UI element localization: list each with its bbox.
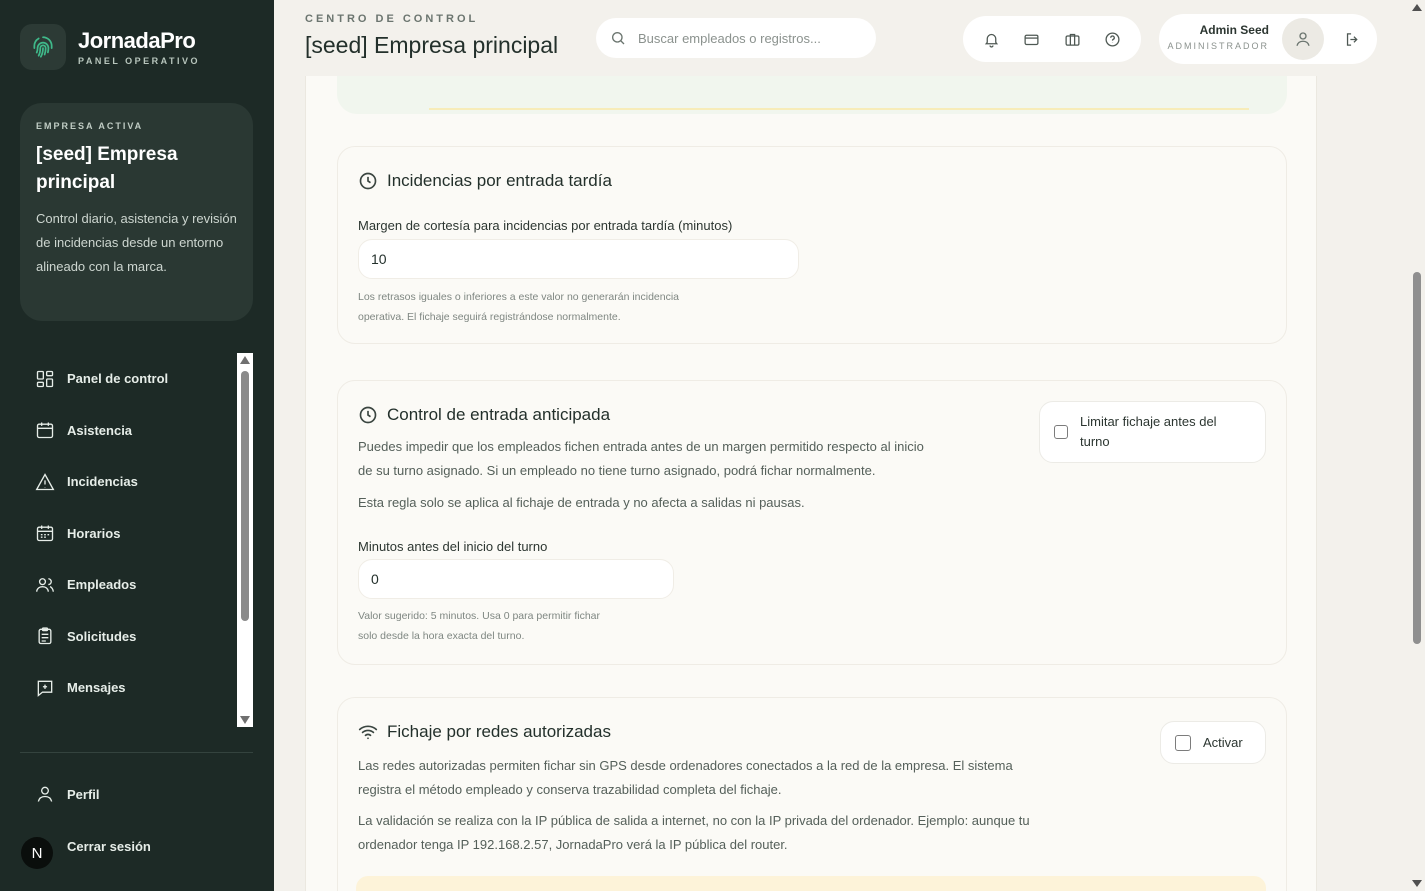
brand[interactable] bbox=[20, 24, 200, 70]
sidebar-nav bbox=[20, 353, 254, 727]
billing-button[interactable] bbox=[1017, 24, 1047, 54]
networks-ip-note bbox=[358, 809, 1030, 857]
help-icon bbox=[1104, 31, 1121, 48]
early-entry-section bbox=[337, 380, 1287, 665]
brand-name: JornadaPro bbox=[78, 28, 196, 53]
help-line: Los retrasos iguales o inferiores a este valor no generarán incidencia bbox=[358, 291, 680, 303]
page-title: [seed] Empresa principal bbox=[305, 32, 559, 58]
description-line: registra el método empleado y conserva trazabilidad completa del fichaje. bbox=[358, 782, 782, 797]
late-entry-section bbox=[337, 146, 1287, 344]
sidebar-item-mensajes[interactable] bbox=[20, 662, 254, 714]
limit-early-entry-toggle[interactable] bbox=[1039, 401, 1266, 463]
help-button[interactable] bbox=[1098, 24, 1128, 54]
description-line: ordenador tenga IP 192.168.2.57, JornadaPro verá la IP pública del router. bbox=[358, 837, 788, 852]
sidebar-item-horarios[interactable] bbox=[20, 508, 254, 560]
sidebar-item-perfil[interactable] bbox=[20, 774, 253, 814]
sidebar-item-label: Solicitudes bbox=[67, 628, 137, 644]
schedule-icon bbox=[35, 523, 55, 543]
topbar bbox=[274, 0, 1425, 76]
header-eyebrow: CENTRO DE CONTROL bbox=[305, 13, 479, 25]
active-company-card bbox=[20, 103, 253, 321]
sidebar-item-solicitudes[interactable] bbox=[20, 611, 254, 663]
user-role: ADMINISTRADOR bbox=[1167, 41, 1269, 51]
late-margin-label: Margen de cortesía para incidencias por entrada tardía (minutos) bbox=[358, 218, 733, 233]
early-minutes-input[interactable] bbox=[358, 559, 674, 599]
logout-icon bbox=[1344, 31, 1361, 48]
company-button[interactable] bbox=[1057, 24, 1087, 54]
user-menu[interactable] bbox=[1159, 14, 1377, 64]
logout-button[interactable] bbox=[1339, 26, 1365, 52]
company-name: [seed] Empresa principal bbox=[36, 144, 178, 193]
late-margin-input[interactable] bbox=[358, 239, 799, 279]
activate-networks-toggle[interactable] bbox=[1160, 721, 1266, 764]
section-title bbox=[358, 171, 612, 191]
company-eyebrow: EMPRESA ACTIVA bbox=[36, 121, 144, 131]
sidebar-item-empleados[interactable] bbox=[20, 559, 254, 611]
sidebar-item-label: Panel de control bbox=[67, 371, 169, 387]
brand-subtitle: PANEL OPERATIVO bbox=[78, 56, 201, 66]
help-line: solo desde la hora exacta del turno. bbox=[358, 630, 525, 642]
activate-networks-checkbox[interactable] bbox=[1175, 735, 1191, 751]
users-icon bbox=[35, 575, 55, 595]
wifi-icon bbox=[358, 722, 378, 742]
sidebar-item-label: Cerrar sesión bbox=[67, 838, 151, 854]
sidebar bbox=[0, 0, 274, 891]
bell-icon bbox=[983, 31, 1000, 48]
scroll-down-arrow-icon[interactable] bbox=[1412, 880, 1422, 887]
section-title-text: Control de entrada anticipada bbox=[387, 405, 611, 424]
calendar-icon bbox=[35, 420, 55, 440]
user-icon bbox=[35, 784, 55, 804]
checkbox-label-line: turno bbox=[1080, 434, 1110, 449]
sidebar-item-label: Mensajes bbox=[67, 680, 126, 696]
scroll-up-arrow-icon[interactable] bbox=[1412, 4, 1422, 11]
sidebar-item-cerrar-sesion[interactable] bbox=[20, 826, 253, 866]
description-line: Puedes impedir que los empleados fichen entrada antes de un margen permitido respecto al inicio bbox=[358, 439, 924, 454]
activate-networks-label: Activar bbox=[1203, 734, 1243, 750]
section-title-text: Incidencias por entrada tardía bbox=[387, 171, 612, 190]
user-icon bbox=[1294, 30, 1312, 48]
previous-section-notice bbox=[429, 108, 1249, 110]
limit-early-entry-label bbox=[1080, 412, 1217, 452]
card-icon bbox=[1023, 31, 1040, 48]
clock-icon bbox=[358, 405, 378, 425]
avatar[interactable] bbox=[1282, 18, 1324, 60]
settings-panel bbox=[305, 76, 1317, 891]
search-input[interactable] bbox=[638, 31, 858, 46]
clock-icon bbox=[358, 171, 378, 191]
sidebar-item-label: Horarios bbox=[67, 525, 121, 541]
company-description: Control diario, asistencia y revisión de incidencias desde un entorno alineado con la marca. bbox=[36, 211, 237, 274]
help-line: operativa. El fichaje seguirá registrándose normalmente. bbox=[358, 311, 621, 323]
warning-icon bbox=[35, 472, 55, 492]
user-name: Admin Seed bbox=[1199, 23, 1269, 37]
fingerprint-logo-icon bbox=[20, 24, 66, 70]
sidebar-scrollbar[interactable] bbox=[237, 353, 253, 727]
search-icon bbox=[610, 30, 626, 46]
notifications-button[interactable] bbox=[976, 24, 1006, 54]
previous-section bbox=[337, 76, 1287, 114]
sidebar-item-label: Asistencia bbox=[67, 422, 133, 438]
sidebar-item-label: Incidencias bbox=[67, 474, 138, 490]
early-entry-description bbox=[358, 435, 924, 483]
scroll-up-arrow-icon[interactable] bbox=[240, 356, 250, 364]
message-icon bbox=[35, 678, 55, 698]
sidebar-item-incidencias[interactable] bbox=[20, 456, 254, 508]
section-title bbox=[358, 722, 611, 742]
sidebar-divider bbox=[20, 752, 253, 753]
search-bar[interactable] bbox=[596, 18, 876, 58]
help-line: Valor sugerido: 5 minutos. Usa 0 para permitir fichar bbox=[358, 610, 600, 622]
dashboard-icon bbox=[35, 369, 55, 389]
section-title bbox=[358, 405, 610, 425]
sidebar-item-label: Perfil bbox=[67, 786, 100, 802]
scroll-thumb[interactable] bbox=[241, 371, 249, 621]
late-margin-help bbox=[358, 287, 679, 327]
section-title-text: Fichaje por redes autorizadas bbox=[387, 722, 611, 741]
authorized-networks-section bbox=[337, 697, 1287, 891]
networks-description bbox=[358, 754, 1013, 802]
checkbox-label-line: Limitar fichaje antes del bbox=[1080, 414, 1217, 429]
description-line: de su turno asignado. Si un empleado no tiene turno asignado, podrá fichar normalmente. bbox=[358, 463, 876, 478]
briefcase-icon bbox=[1064, 31, 1081, 48]
clipboard-icon bbox=[35, 626, 55, 646]
sidebar-item-asistencia[interactable] bbox=[20, 405, 254, 457]
sidebar-item-label: Empleados bbox=[67, 577, 137, 593]
main-scrollbar[interactable] bbox=[1409, 0, 1425, 891]
early-minutes-help bbox=[358, 606, 600, 646]
limit-early-entry-checkbox[interactable] bbox=[1054, 425, 1068, 439]
description-line: La validación se realiza con la IP pública de salida a internet, no con la IP privada del ordenador. Ejemplo: aunque tu bbox=[358, 813, 1030, 828]
description-line: Las redes autorizadas permiten fichar sin GPS desde ordenadores conectados a la red de la empresa. El sistema bbox=[358, 758, 1013, 773]
early-entry-note: Esta regla solo se aplica al fichaje de entrada y no afecta a salidas ni pausas. bbox=[358, 495, 805, 510]
n-badge[interactable]: N bbox=[21, 837, 53, 869]
early-minutes-label: Minutos antes del inicio del turno bbox=[358, 539, 548, 554]
scroll-down-arrow-icon[interactable] bbox=[240, 716, 250, 724]
networks-warning-box bbox=[356, 876, 1266, 891]
scroll-thumb[interactable] bbox=[1413, 272, 1421, 644]
header-icon-group bbox=[963, 16, 1141, 62]
sidebar-item-panel-de-control[interactable] bbox=[20, 353, 254, 405]
